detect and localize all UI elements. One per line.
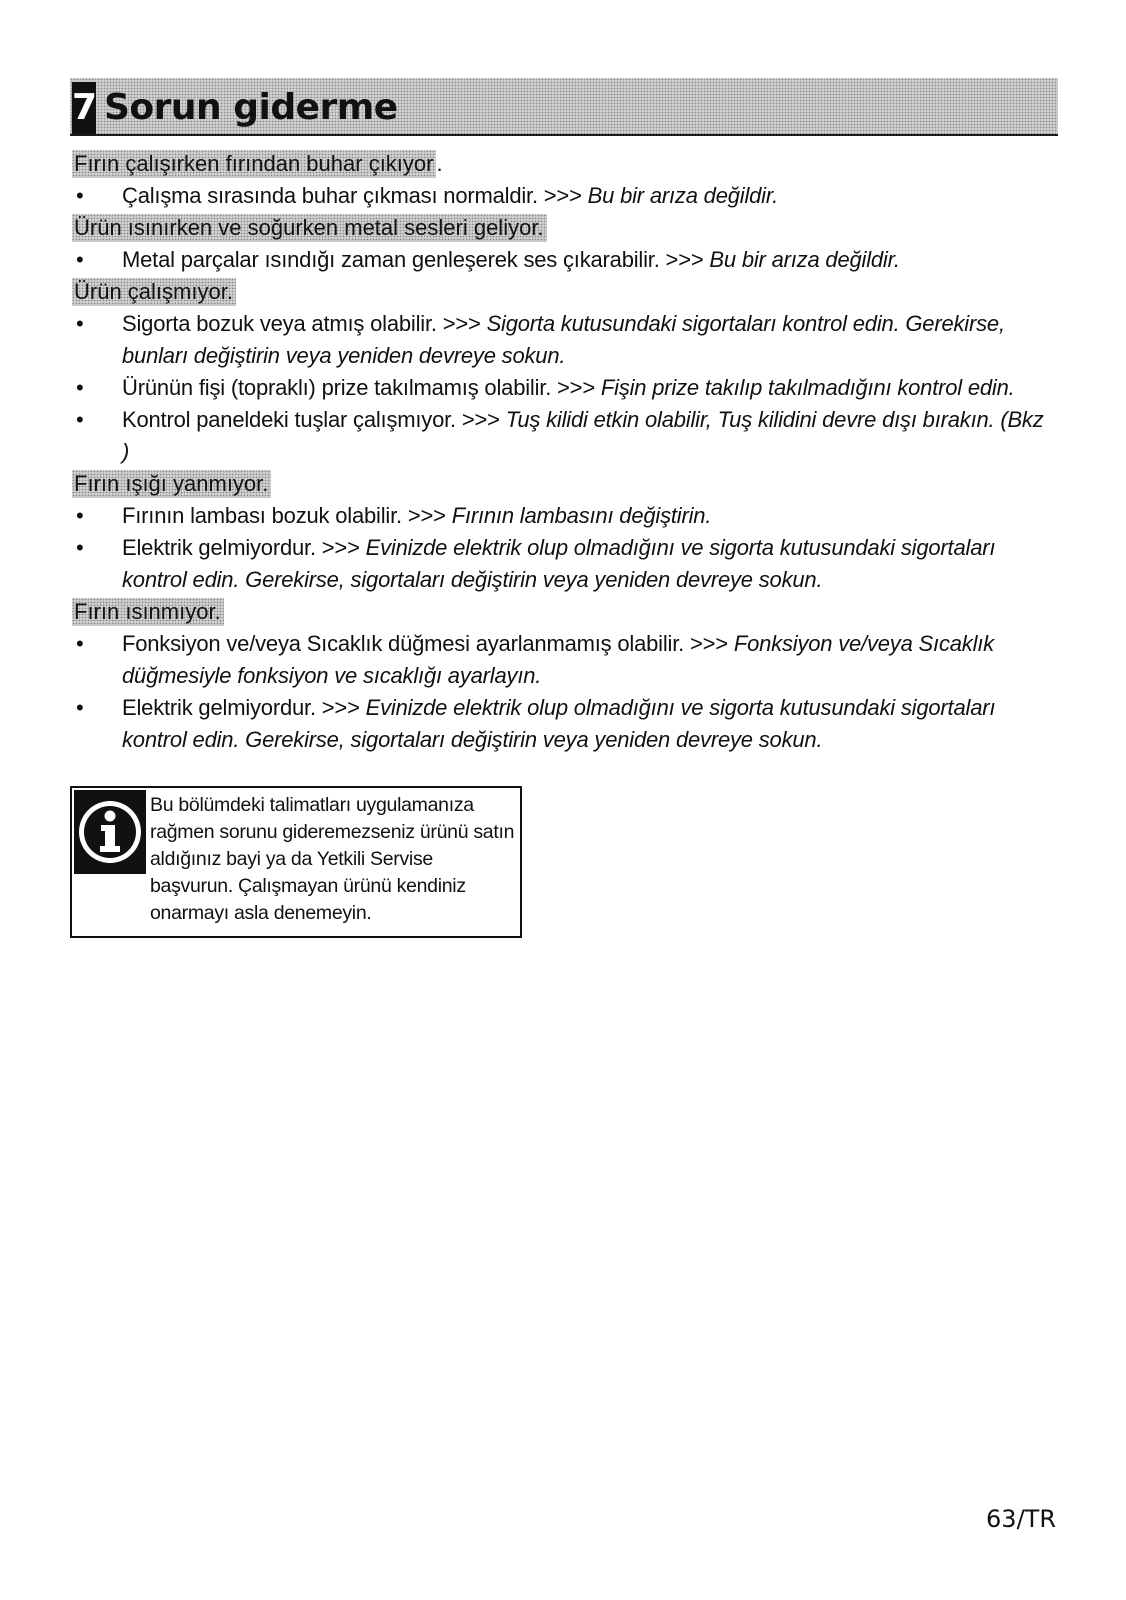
problem-heading: Ürün çalışmıyor.: [72, 278, 236, 306]
problem-block: [74, 596, 1054, 756]
cause-item: [74, 308, 1054, 372]
problem-heading: Ürün ısınırken ve soğurken metal sesleri geliyor.: [72, 214, 547, 242]
problem-block: [74, 276, 1054, 468]
cause-text: Metal parçalar ısındığı zaman genleşerek ses çıkarabilir. >>>: [122, 247, 710, 272]
section-header: [70, 78, 1058, 136]
cause-text: Fırının lambası bozuk olabilir. >>>: [122, 503, 452, 528]
cause-list: [74, 308, 1054, 468]
cause-list: [74, 180, 1054, 212]
section-number: 7: [72, 82, 96, 134]
solution-text: Fişin prize takılıp takılmadığını kontrol edin.: [600, 375, 1015, 400]
solution-text: Fonksiyon ve/veya Sıcaklık düğmesiyle fonksiyon ve sıcaklığı ayarlayın.: [122, 631, 994, 688]
cause-item: [74, 532, 1054, 596]
cause-text: Çalışma sırasında buhar çıkması normaldir. >>>: [122, 183, 588, 208]
cause-text: Elektrik gelmiyordur. >>>: [122, 695, 366, 720]
problem-block: [74, 148, 1054, 212]
problem-heading: Fırın çalışırken fırından buhar çıkıyor: [72, 150, 436, 178]
cause-item: [74, 244, 1054, 276]
solution-text: Tuş kilidi etkin olabilir, Tuş kilidini devre dışı bırakın. (Bkz ): [122, 407, 1044, 464]
problem-heading: Fırın ısınmıyor.: [72, 598, 224, 626]
info-icon: [74, 790, 146, 874]
problem-heading-trail: .: [436, 151, 443, 176]
info-note-text: Bu bölümdeki talimatları uygulamanıza rağmen sorunu gideremezseniz ürünü satın aldığınız bayi ya da Yetkili Servise başvurun. Çalışmayan ürünü kendiniz onarmayı asla denemeyin.: [150, 794, 515, 924]
cause-text: Fonksiyon ve/veya Sıcaklık düğmesi ayarlanmamış olabilir. >>>: [122, 631, 734, 656]
cause-list: [74, 628, 1054, 756]
cause-item: [74, 628, 1054, 692]
section-title: Sorun giderme: [104, 87, 398, 128]
cause-text: Elektrik gelmiyordur. >>>: [122, 535, 366, 560]
cause-item: [74, 404, 1054, 468]
cause-item: [74, 180, 1054, 212]
cause-item: [74, 692, 1054, 756]
troubleshooting-list: [74, 148, 1054, 756]
solution-text: Sigorta kutusundaki sigortaları kontrol edin. Gerekirse, bunları değiştirin veya yeniden devreye sokun.: [122, 311, 1005, 368]
solution-text: Evinizde elektrik olup olmadığını ve sigorta kutusundaki sigortaları kontrol edin. Gerekirse, sigortaları değiştirin veya yeniden devreye sokun.: [122, 535, 996, 592]
solution-text: Bu bir arıza değildir.: [709, 247, 900, 272]
problem-block: [74, 212, 1054, 276]
cause-list: [74, 244, 1054, 276]
problem-block: [74, 468, 1054, 596]
cause-item: [74, 500, 1054, 532]
solution-text: Bu bir arıza değildir.: [587, 183, 779, 208]
cause-text: Kontrol paneldeki tuşlar çalışmıyor. >>>: [122, 407, 506, 432]
problem-heading: Fırın ışığı yanmıyor.: [72, 470, 271, 498]
info-note-box: [70, 786, 522, 938]
page-number: 63/TR: [986, 1505, 1056, 1533]
cause-item: [74, 372, 1054, 404]
cause-text: Ürünün fişi (topraklı) prize takılmamış olabilir. >>>: [122, 375, 601, 400]
cause-list: [74, 500, 1054, 596]
cause-text: Sigorta bozuk veya atmış olabilir. >>>: [122, 311, 487, 336]
solution-text: Fırının lambasını değiştirin.: [451, 503, 712, 528]
solution-text: Evinizde elektrik olup olmadığını ve sigorta kutusundaki sigortaları kontrol edin. Gerekirse, sigortaları değiştirin veya yeniden devreye sokun.: [122, 695, 996, 752]
